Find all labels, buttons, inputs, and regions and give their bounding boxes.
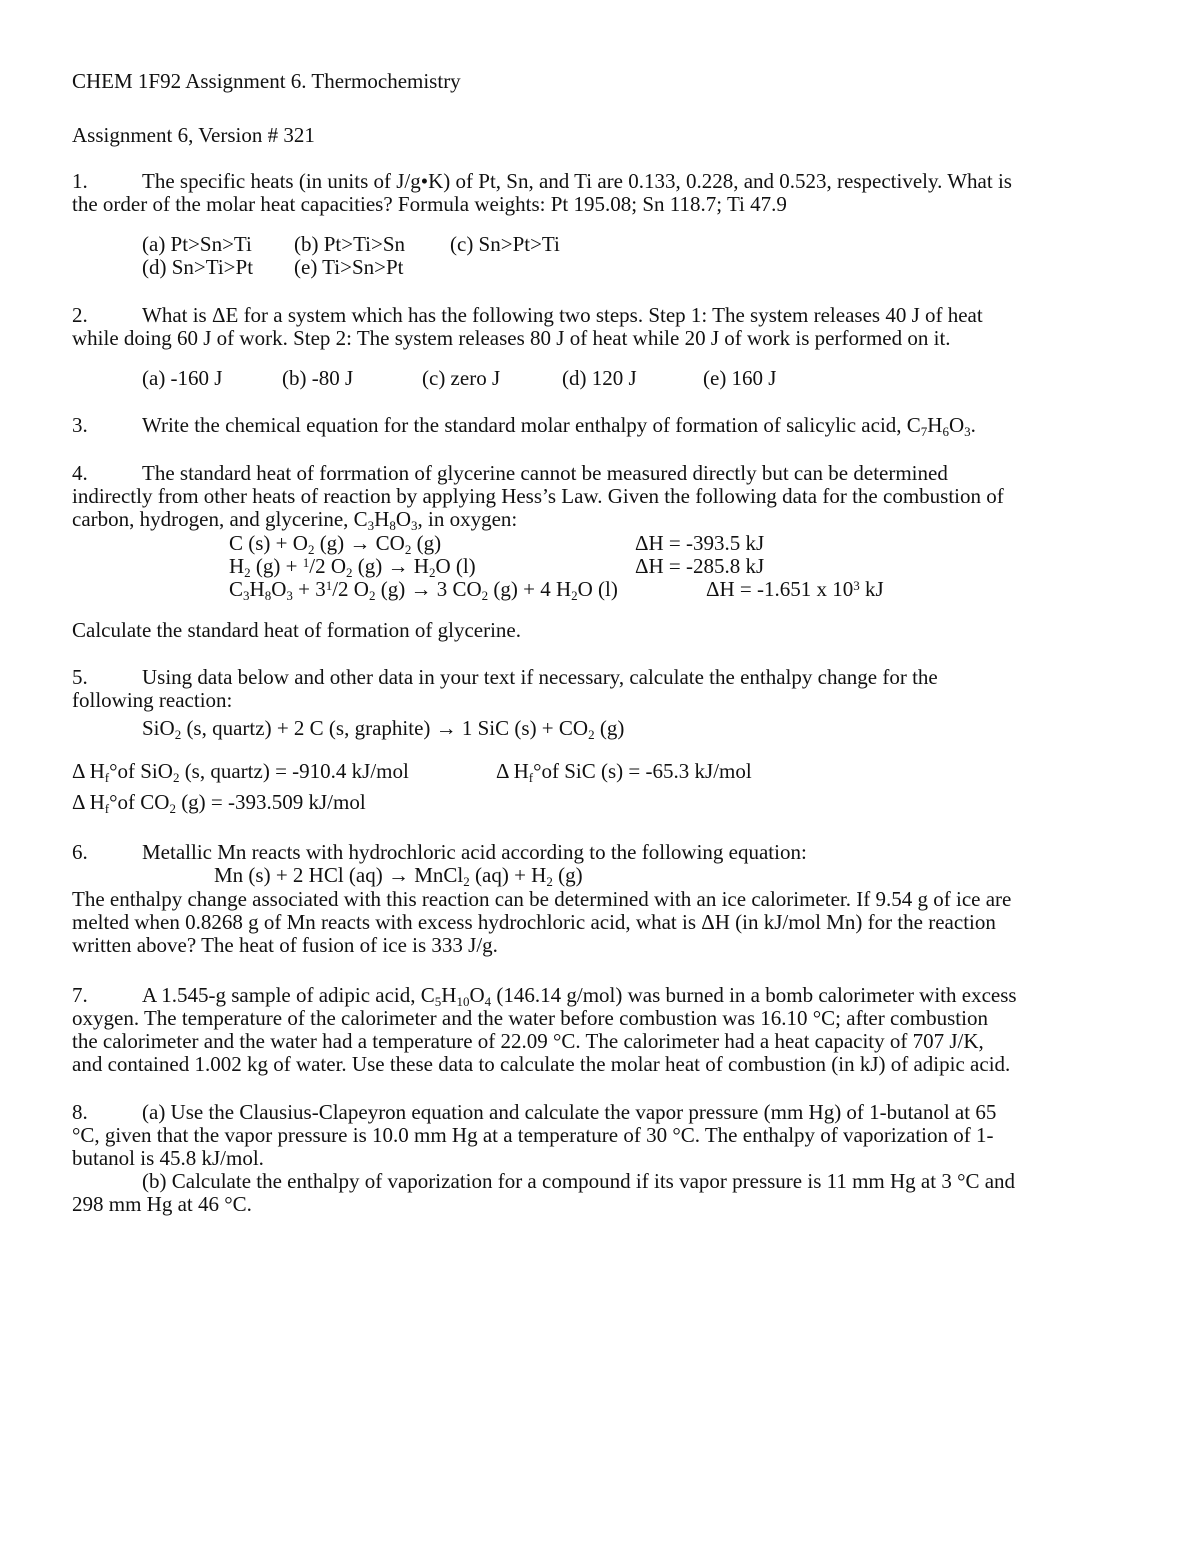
equation-part: C (s) + O <box>229 531 308 555</box>
question-text: the order of the molar heat capacities? Formula weights: Pt 195.08; Sn 118.7; Ti 47.9 <box>72 192 787 216</box>
superscript: 1 <box>302 555 310 570</box>
equation-part: /2 <box>332 577 349 601</box>
question-number: 7. <box>72 983 88 1007</box>
choice-e: (e) Ti>Sn>Pt <box>294 255 404 279</box>
choice-d: (d) 120 J <box>562 366 637 390</box>
subscript: 2 <box>172 770 180 785</box>
equation-1-enthalpy: ΔH = -393.5 kJ <box>635 531 765 555</box>
data-part: (g) = -393.509 kJ/mol <box>175 790 366 814</box>
version-line: Assignment 6, Version # 321 <box>72 123 315 147</box>
equation-3 <box>229 578 618 601</box>
equation-part: /2 <box>309 554 326 578</box>
question-text: A 1.545-g sample of adipic acid, C <box>142 983 435 1007</box>
equation-part: (g) <box>411 531 442 555</box>
question-text: (a) Use the Clausius-Clapeyron equation and calculate the vapor pressure (mm Hg) of 1-butanol at 65 <box>142 1100 997 1124</box>
equation-part: ΔH = -1.651 x 10 <box>706 577 854 601</box>
question-2-choices <box>142 367 776 390</box>
question-text: The specific heats (in units of J/g•K) of Pt, Sn, and Ti are 0.133, 0.228, and 0.523, respectively. What is <box>142 169 1012 193</box>
equation-3-enthalpy <box>706 578 884 601</box>
equation-part: (g) <box>594 716 625 740</box>
question-6-equation <box>214 864 583 887</box>
question-number: 1. <box>72 169 88 193</box>
equation-part: C <box>229 577 244 601</box>
data-part: (s, quartz) = -910.4 kJ/mol <box>179 759 409 783</box>
formula-part: O <box>395 507 411 531</box>
question-2 <box>72 304 1132 350</box>
question-text: The standard heat of forrmation of glycerine cannot be measured directly but can be determined <box>142 461 948 485</box>
subscript: 7 <box>920 424 928 439</box>
data-part: Δ H <box>72 759 105 783</box>
equation-part: (g) + 4 H <box>488 577 572 601</box>
question-text: the calorimeter and the water had a temperature of 22.09 °C. The calorimeter had a heat capacity of 707 J/K, <box>72 1029 984 1053</box>
formula-part: O <box>271 577 287 601</box>
equation-part: Mn (s) + 2 HCl (aq) → MnCl <box>214 863 464 887</box>
equation-part: (aq) + H <box>469 863 547 887</box>
question-text: (146.14 g/mol) was burned in a bomb calorimeter with excess <box>491 983 1017 1007</box>
question-8 <box>72 1101 1132 1216</box>
choice-d: (d) Sn>Ti>Pt <box>142 255 254 279</box>
question-text: melted when 0.8268 g of Mn reacts with excess hydrochloric acid, what is ΔH (in kJ/mol Mn) for the reaction <box>72 910 996 934</box>
equation-part: O <box>348 577 369 601</box>
formula-part: H <box>927 413 943 437</box>
question-6 <box>72 841 1132 864</box>
equation-part: SiO <box>142 716 175 740</box>
question-text: following reaction: <box>72 688 233 712</box>
question-text: oxygen. The temperature of the calorimeter and the water before combustion was 16.10 °C; after combustion <box>72 1006 988 1030</box>
choice-c: (c) zero J <box>422 366 501 390</box>
superscript: 3 <box>853 578 860 593</box>
choice-e: (e) 160 J <box>703 366 777 390</box>
subscript: f <box>104 770 110 785</box>
question-5-equation <box>142 717 624 740</box>
formula-part: . <box>970 413 976 437</box>
question-text: Metallic Mn reacts with hydrochloric acid according to the following equation: <box>142 840 807 864</box>
data-part: °of SiC (s) = -65.3 kJ/mol <box>533 759 752 783</box>
subscript: 3 <box>286 588 293 603</box>
question-text: while doing 60 J of work. Step 2: The system releases 80 J of heat while 20 J of work is performed on it. <box>72 326 951 350</box>
equation-part: (g) → CO <box>314 531 405 555</box>
question-number: 8. <box>72 1100 88 1124</box>
subscript: 6 <box>942 424 949 439</box>
subscript: 3 <box>964 424 971 439</box>
question-text: °C, given that the vapor pressure is 10.0 mm Hg at a temperature of 30 °C. The enthalpy of vaporization of 1- <box>72 1123 994 1147</box>
data-sio2 <box>72 760 409 783</box>
subscript: 2 <box>571 588 578 603</box>
equation-1 <box>229 532 441 555</box>
question-number: 5. <box>72 665 88 689</box>
data-part: °of CO <box>109 790 170 814</box>
question-text: 298 mm Hg at 46 °C. <box>72 1192 252 1216</box>
formula-part: O <box>948 413 965 437</box>
question-6-body <box>72 888 1132 957</box>
subscript: 8 <box>389 518 396 533</box>
subscript: 8 <box>264 588 272 603</box>
subscript: 2 <box>588 727 595 742</box>
formula-part: O <box>469 983 485 1007</box>
choice-b: (b) Pt>Ti>Sn <box>294 232 406 256</box>
subscript: f <box>104 801 110 816</box>
formula-part: H <box>249 577 265 601</box>
data-co2 <box>72 791 366 814</box>
equation-part: (g) → 3 CO <box>375 577 482 601</box>
subscript: 2 <box>307 542 315 557</box>
question-number: 6. <box>72 840 88 864</box>
equation-part: O <box>325 554 347 578</box>
subscript: 3 <box>243 588 250 603</box>
question-4 <box>72 462 1132 531</box>
formula-part: H <box>374 507 390 531</box>
subscript: 2 <box>428 565 436 580</box>
equation-part: O (l) <box>435 554 476 578</box>
subscript: 10 <box>456 994 470 1009</box>
subscript: 2 <box>174 727 182 742</box>
subscript: 2 <box>463 874 470 889</box>
equation-part: (s, quartz) + 2 C (s, graphite) → 1 SiC (s) + CO <box>181 716 589 740</box>
subscript: 3 <box>367 518 375 533</box>
question-1 <box>72 170 1132 216</box>
subscript: 3 <box>411 518 418 533</box>
question-text: carbon, hydrogen, and glycerine, C <box>72 507 368 531</box>
question-text: butanol is 45.8 kJ/mol. <box>72 1146 264 1170</box>
question-number: 4. <box>72 461 88 485</box>
question-5 <box>72 666 1132 712</box>
question-text: indirectly from other heats of reaction by applying Hess’s Law. Given the following data for the combustion of <box>72 484 1004 508</box>
choice-a: (a) Pt>Sn>Ti <box>142 232 252 256</box>
equation-part: kJ <box>859 577 884 601</box>
equation-part: (g) + <box>250 554 303 578</box>
subscript: 2 <box>404 542 412 557</box>
question-text: (b) Calculate the enthalpy of vaporization for a compound if its vapor pressure is 11 mm Hg at 3 °C and <box>142 1169 1016 1193</box>
data-part: Δ H <box>496 759 529 783</box>
choice-a: (a) -160 J <box>142 366 223 390</box>
question-1-choices <box>142 233 560 279</box>
subscript: 2 <box>346 565 353 580</box>
question-text: What is ΔE for a system which has the following two steps. Step 1: The system releases 40 J of heat <box>142 303 983 327</box>
page-title: CHEM 1F92 Assignment 6. Thermochemistry <box>72 69 461 93</box>
equation-part: (g) → H <box>352 554 429 578</box>
question-text: Using data below and other data in your text if necessary, calculate the enthalpy change for the <box>142 665 938 689</box>
subscript: 2 <box>169 801 176 816</box>
data-part: Δ H <box>72 790 105 814</box>
question-text: written above? The heat of fusion of ice is 333 J/g. <box>72 933 498 957</box>
subscript: 2 <box>546 874 553 889</box>
equation-part: H <box>229 554 245 578</box>
equation-2 <box>229 555 476 578</box>
question-text: and contained 1.002 kg of water. Use these data to calculate the molar heat of combustion (in kJ) of adipic acid. <box>72 1052 1011 1076</box>
question-number: 2. <box>72 303 88 327</box>
question-4-closing: Calculate the standard heat of formation of glycerine. <box>72 618 521 642</box>
question-text: Write the chemical equation for the standard molar enthalpy of formation of salicylic acid, C <box>142 413 921 437</box>
equation-part: (g) <box>552 863 583 887</box>
question-text: , in oxygen: <box>417 507 518 531</box>
subscript: f <box>528 770 534 785</box>
subscript: 5 <box>434 994 442 1009</box>
formula-part: H <box>441 983 457 1007</box>
choice-b: (b) -80 J <box>282 366 354 390</box>
question-3 <box>72 414 1132 437</box>
question-text: The enthalpy change associated with this reaction can be determined with an ice calorimeter. If 9.54 g of ice are <box>72 887 1012 911</box>
subscript: 2 <box>368 588 376 603</box>
equation-part: + 3 <box>292 577 326 601</box>
data-sic <box>496 760 752 783</box>
equation-2-enthalpy: ΔH = -285.8 kJ <box>635 554 765 578</box>
question-number: 3. <box>72 413 88 437</box>
question-7 <box>72 984 1132 1076</box>
equation-part: O (l) <box>577 577 618 601</box>
superscript: 1 <box>325 578 333 593</box>
subscript: 4 <box>484 994 492 1009</box>
choice-c: (c) Sn>Pt>Ti <box>450 232 560 256</box>
data-part: °of SiO <box>109 759 173 783</box>
subscript: 2 <box>244 565 251 580</box>
subscript: 2 <box>481 588 489 603</box>
